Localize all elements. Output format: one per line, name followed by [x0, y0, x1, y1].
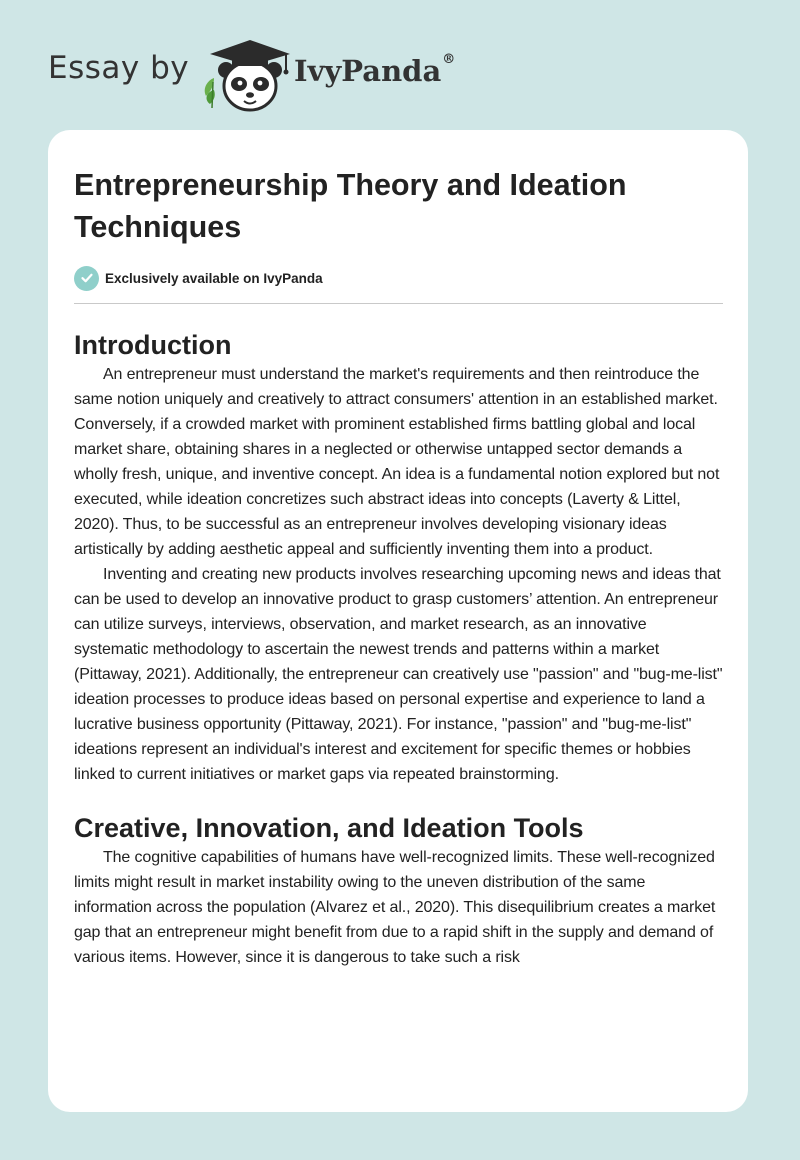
section-heading-creative-tools: Creative, Innovation, and Ideation Tools — [74, 813, 584, 843]
essay-by-label: Essay by — [48, 50, 190, 86]
exclusive-badge-text: Exclusively available on IvyPanda — [105, 270, 323, 286]
check-circle-icon — [74, 266, 99, 291]
paragraph: The cognitive capabilities of humans have well-recognized limits. These well-recognized limits might result in market instability owing to the uneven distribution of the same information across the population (Alvarez et al., 2020). This disequilibrium creates a market gap that an entrepreneur might benefit from due to a rapid shift in the supply and demand of various items. However, since it is dangerous to take such a risk — [74, 849, 716, 966]
site-header — [48, 28, 748, 118]
registered-mark: ® — [442, 52, 456, 67]
title-divider — [74, 303, 723, 304]
paragraph: An entrepreneur must understand the market's requirements and then reintroduce the same notion uniquely and creatively to attract consumers' attention in an established market. Conversely, if a crowded market with prominent established firms battling global and local market share, obtaining shares in a neglected or otherwise untapped sector demands a wholly fresh, unique, and inventive concept. An idea is a fundamental notion explored but not executed, while ideation concretizes such abstract ideas into concepts (Laverty & Littel, 2020). Thus, to be successful as an entrepreneur involves developing visionary ideas artistically by adding aesthetic appeal and sufficiently inventing them into a product. — [74, 366, 720, 558]
section-heading-introduction: Introduction — [74, 330, 232, 360]
exclusive-badge — [74, 265, 723, 291]
brand-name: IvyPanda® — [294, 52, 456, 88]
article-card — [48, 130, 748, 1112]
panda-graduation-cap-icon — [200, 34, 300, 114]
article-title: Entrepreneurship Theory and Ideation Techniques — [74, 168, 627, 244]
paragraph: Inventing and creating new products involves researching upcoming news and ideas that can be used to develop an innovative product to grasp customers’ attention. An entrepreneur can utilize surveys, interviews, observation, and market research, as an innovative systematic methodology to ascertain the newest trends and patterns within a market (Pittaway, 2021). Additionally, the entrepreneur can creatively use "passion" and "bug-me-list" ideation processes to produce ideas based on personal expertise and experience to land a lucrative business opportunity (Pittaway, 2021). For instance, "passion" and "bug-me-list" ideations represent an individual's interest and excitement for specific themes or hobbies linked to current initiatives or market gaps via repeated brainstorming. — [74, 566, 723, 783]
